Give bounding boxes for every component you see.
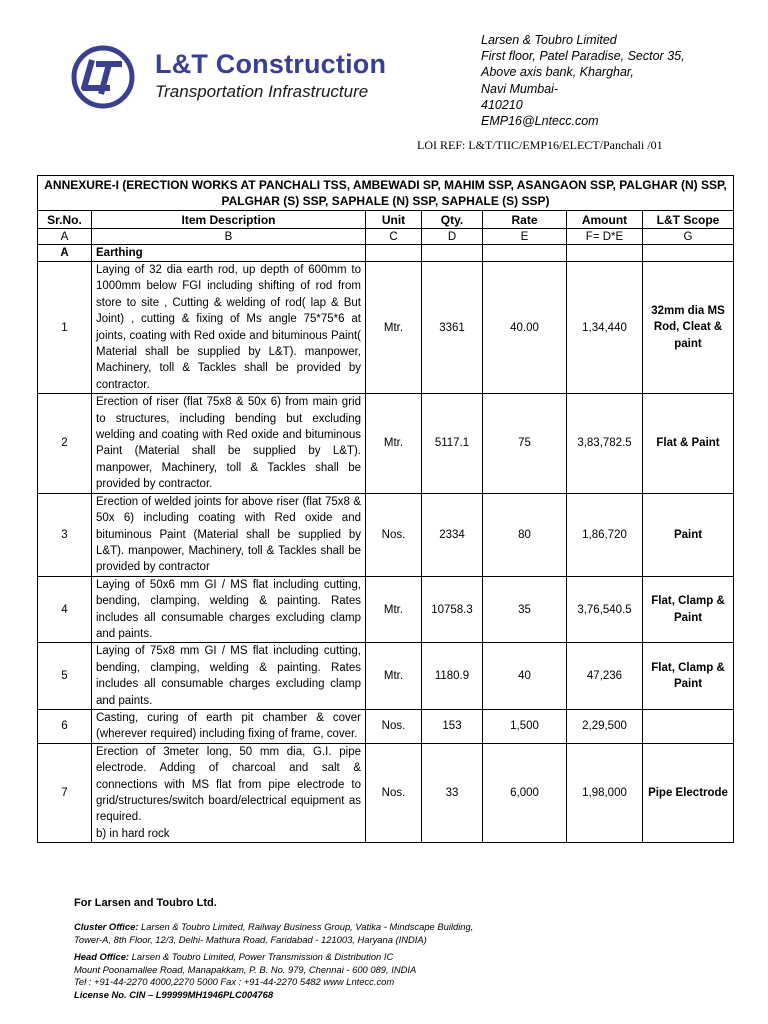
amount: 2,29,500 (567, 709, 643, 743)
unit: Mtr. (366, 643, 422, 710)
column-header: Unit (366, 211, 422, 229)
column-header: L&T Scope (643, 211, 734, 229)
table-row (38, 576, 734, 643)
address-line: Above axis bank, Kharghar, (481, 65, 634, 80)
item-description: Casting, curing of earth pit chamber & cover (wherever required) including fixing of frame, cover. (92, 709, 366, 743)
cluster-office-address: Tower-A, 8th Floor, 12/3, Delhi- Mathura Road, Faridabad - 121003, Haryana (INDIA) (74, 933, 427, 945)
qty: 10758.3 (422, 576, 483, 643)
column-code: F= D*E (567, 229, 643, 245)
unit: Nos. (366, 709, 422, 743)
sr-no: 6 (38, 709, 92, 743)
column-header: Item Description (92, 211, 366, 229)
cluster-office-label: Cluster Office: (74, 921, 139, 932)
annexure-table (37, 175, 734, 843)
sr-no: 7 (38, 743, 92, 842)
qty: 153 (422, 709, 483, 743)
section-name: Earthing (92, 245, 366, 262)
section-code: A (38, 245, 92, 262)
sr-no: 5 (38, 643, 92, 710)
brand-name: L&T Construction (155, 49, 387, 79)
column-header: Rate (483, 211, 567, 229)
lt-scope (643, 709, 734, 743)
table-header-row (38, 211, 734, 229)
column-header: Qty. (422, 211, 483, 229)
unit: Mtr. (366, 394, 422, 493)
item-description: Laying of 32 dia earth rod, up depth of 600mm to 1000mm below FGI including shifting of rod from store to site , Cutting & welding of rod( lap & But Joint) , cutting & fixing of Ms angle 75*75*6 at joints, coating with Red oxide and bituminous Paint( Material shall be supplied by L&T). manpower, Machinery, toll & Tackles shall be provided by contractor. (92, 262, 366, 394)
amount: 3,83,782.5 (567, 394, 643, 493)
item-description: Laying of 75x8 mm GI / MS flat including cutting, bending, clamping, welding & painting. Rates includes all consumable charges excluding clamp and paints. (92, 643, 366, 710)
address-line: Larsen & Toubro Limited (481, 33, 617, 47)
table-row (38, 493, 734, 576)
amount: 47,236 (567, 643, 643, 710)
table-title-row (38, 176, 734, 211)
table-row (38, 743, 734, 842)
qty: 3361 (422, 262, 483, 394)
head-office-text: Larsen & Toubro Limited, Power Transmission & Distribution IC (131, 951, 394, 963)
brand-block (155, 48, 386, 102)
empty-cell (483, 245, 567, 262)
amount: 1,98,000 (567, 743, 643, 842)
license-line: License No. CIN – L99999MH1946PLC004768 (74, 988, 274, 1000)
column-header: Sr.No. (38, 211, 92, 229)
lt-scope: Paint (643, 493, 734, 576)
qty: 2334 (422, 493, 483, 576)
column-code: E (483, 229, 567, 245)
column-code: B (92, 229, 366, 245)
head-office-label: Head Office: (74, 951, 130, 963)
column-code: G (643, 229, 734, 245)
empty-cell (567, 245, 643, 262)
loi-reference: LOI REF: L&T/TIIC/EMP16/ELECT/Panchali /01 (417, 138, 663, 152)
address-email: EMP16@Lntecc.com (481, 114, 599, 129)
qty: 33 (422, 743, 483, 842)
lt-scope: Pipe Electrode (643, 743, 734, 842)
rate: 40 (483, 643, 567, 710)
item-description: Erection of riser (flat 75x8 & 50x 6) from main grid to structures, including bending but excluding welding and coating with Red oxide and bituminous Paint (Material shall be supplied by L&T). manpower, Machinery, toll & Tackles shall be provided by contractor. (92, 394, 366, 493)
column-code-row (38, 229, 734, 245)
amount: 1,86,720 (567, 493, 643, 576)
unit: Nos. (366, 743, 422, 842)
empty-cell (422, 245, 483, 262)
item-description-extra: b) in hard rock (96, 827, 170, 840)
amount: 1,34,440 (567, 262, 643, 394)
rate: 75 (483, 394, 567, 493)
lt-scope: Flat & Paint (643, 394, 734, 493)
column-header: Amount (567, 211, 643, 229)
rate: 40.00 (483, 262, 567, 394)
contact-line: Tel : +91-44-2270 4000,2270 5000 Fax : +91-44-2270 5482 www Lntecc.com (74, 976, 395, 988)
sr-no: 3 (38, 493, 92, 576)
table-row (38, 262, 734, 394)
lt-scope: Flat, Clamp & Paint (643, 643, 734, 710)
footer-company: For Larsen and Toubro Ltd. (74, 897, 217, 909)
table-row (38, 709, 734, 743)
address-line: First floor, Patel Paradise, Sector 35, (481, 49, 685, 64)
head-office-address: Mount Poonamallee Road, Manapakkam, P. B. No. 979, Chennai - 600 089, INDIA (74, 963, 417, 975)
section-row (38, 245, 734, 262)
head-office-line (74, 951, 714, 964)
address-line: 410210 (481, 97, 523, 112)
address-line: Navi Mumbai- (481, 81, 559, 96)
unit: Mtr. (366, 576, 422, 643)
sender-address (481, 32, 685, 129)
column-code: C (366, 229, 422, 245)
item-description: Laying of 50x6 mm GI / MS flat including cutting, bending, clamping, welding & painting. Rates includes all consumable charges excluding clamp and paints. (92, 576, 366, 643)
sr-no: 1 (38, 262, 92, 394)
qty: 1180.9 (422, 643, 483, 710)
rate: 6,000 (483, 743, 567, 842)
qty: 5117.1 (422, 394, 483, 493)
sr-no: 2 (38, 394, 92, 493)
item-description: Erection of welded joints for above riser (flat 75x8 & 50x 6) including coating with Red oxide and bituminous Paint (Material shall be supplied by L&T). manpower, Machinery, toll & Tackles shall be provided by contractor (92, 493, 366, 576)
unit: Nos. (366, 493, 422, 576)
lt-scope: Flat, Clamp & Paint (643, 576, 734, 643)
rate: 1,500 (483, 709, 567, 743)
brand-subtitle: Transportation Infrastructure (155, 82, 369, 101)
cluster-office-text: Larsen & Toubro Limited, Railway Business Group, Vatika - Mindscape Building, (141, 921, 474, 932)
item-description-main: Erection of 3meter long, 50 mm dia, G.I. pipe electrode. Adding of charcoal and salt & connections with MS flat from pipe electrode to grid/structures/switch board/electrical equipment as required. (96, 745, 361, 824)
rate: 35 (483, 576, 567, 643)
table-title: ANNEXURE-I (ERECTION WORKS AT PANCHALI TSS, AMBEWADI SP, MAHIM SSP, ASANGAON SSP, PALGHAR (N) SSP, PALGHAR (S) SSP, SAPHALE (N) SSP, SAPHALE (S) SSP) (38, 176, 734, 211)
cluster-office-line (74, 921, 714, 934)
rate: 80 (483, 493, 567, 576)
table-row (38, 394, 734, 493)
empty-cell (366, 245, 422, 262)
lt-scope: 32mm dia MS Rod, Cleat & paint (643, 262, 734, 394)
amount: 3,76,540.5 (567, 576, 643, 643)
empty-cell (643, 245, 734, 262)
unit: Mtr. (366, 262, 422, 394)
column-code: D (422, 229, 483, 245)
footer (74, 897, 714, 1002)
lt-logo-icon (70, 44, 136, 110)
sr-no: 4 (38, 576, 92, 643)
column-code: A (38, 229, 92, 245)
item-description (92, 743, 366, 842)
table-row (38, 643, 734, 710)
